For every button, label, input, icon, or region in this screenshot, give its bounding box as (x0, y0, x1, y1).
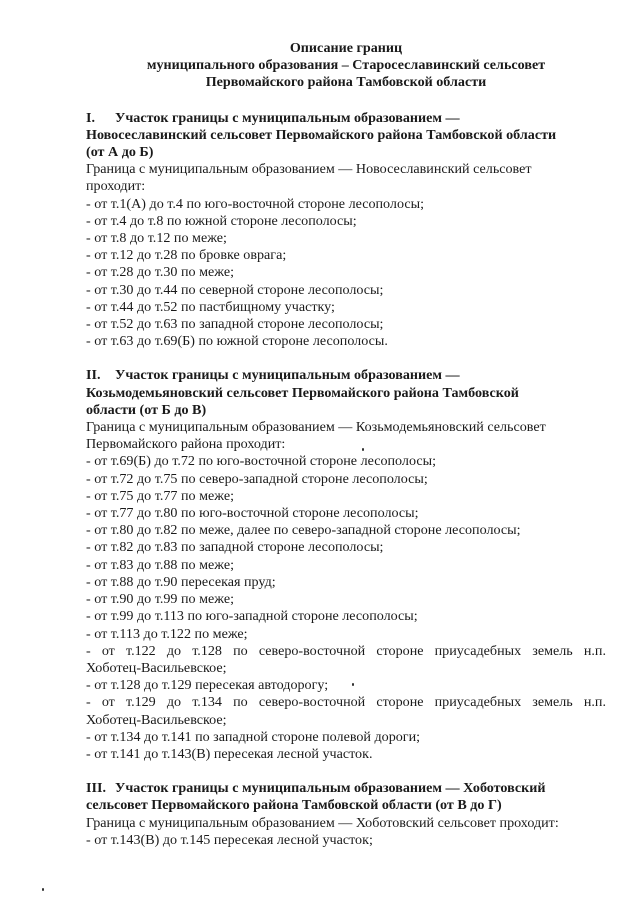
scan-speck (42, 888, 44, 891)
list-item: - от т.128 до т.129 пересекая автодорогу; (86, 677, 329, 694)
list-item: - от т.52 до т.63 по западной стороне лесополосы; (86, 316, 384, 333)
section-1-intro-line: Граница с муниципальным образованием — Новосеславинский сельсовет (86, 161, 532, 178)
list-item: - от т.75 до т.77 по меже; (86, 487, 234, 504)
list-item: Хоботец-Васильевское; (86, 659, 227, 676)
list-item: - от т.90 до т.99 по меже; (86, 591, 234, 608)
list-item: - от т.80 до т.82 по меже, далее по северо-западной стороне лесополосы; (86, 522, 521, 539)
list-item: - от т.4 до т.8 по южной стороне лесополосы; (86, 212, 357, 229)
section-3-heading-line: сельсовет Первомайского района Тамбовской области (от В до Г) (86, 797, 502, 814)
title-line-2: муниципального образования – Старосеславинский сельсовет (146, 57, 546, 74)
list-item: - от т.82 до т.83 по западной стороне лесополосы; (86, 539, 384, 556)
scan-speck (352, 683, 354, 686)
list-item: - от т.88 до т.90 пересекая пруд; (86, 573, 276, 590)
list-item: - от т.129 до т.134 по северо-восточной стороне приусадебных земель н.п. (86, 694, 606, 711)
section-2-heading-line: II. Участок границы с муниципальным образованием — (86, 367, 460, 384)
section-3-heading (86, 780, 606, 814)
list-item: - от т.30 до т.44 по северной стороне лесополосы; (86, 281, 384, 298)
list-item: - от т.99 до т.113 по юго-западной стороне лесополосы; (86, 608, 418, 625)
section-1 (86, 110, 606, 351)
list-item: - от т.72 до т.75 по северо-западной стороне лесополосы; (86, 470, 428, 487)
list-item: - от т.1(А) до т.4 по юго-восточной стороне лесополосы; (86, 195, 424, 212)
section-2 (86, 367, 606, 763)
section-3-number: III. (86, 780, 106, 797)
document-page (86, 40, 606, 849)
section-1-intro-line: проходит: (86, 178, 146, 195)
section-1-number: I. (86, 109, 96, 126)
section-1-heading-line: (от А до Б) (86, 144, 154, 161)
list-item: - от т.77 до т.80 по юго-восточной стороне лесополосы; (86, 505, 419, 522)
section-1-heading-line: I. Участок границы с муниципальным образованием — (86, 109, 460, 126)
list-item: - от т.122 до т.128 по северо-восточной стороне приусадебных земель н.п. (86, 642, 606, 659)
list-item: - от т.113 до т.122 по меже; (86, 625, 248, 642)
section-2-number: II. (86, 367, 101, 384)
list-item: Хоботец-Васильевское; (86, 711, 227, 728)
section-2-heading-line: области (от Б до В) (86, 401, 207, 418)
section-1-heading-line: Новосеславинский сельсовет Первомайского района Тамбовской области (86, 126, 557, 143)
list-item: - от т.8 до т.12 по меже; (86, 230, 227, 247)
list-item: - от т.83 до т.88 по меже; (86, 556, 234, 573)
list-item: - от т.134 до т.141 по западной стороне полевой дороги; (86, 728, 421, 745)
list-item: - от т.12 до т.28 по бровке оврага; (86, 247, 287, 264)
title-line-1: Описание границ (289, 40, 403, 56)
scan-speck (362, 448, 364, 451)
section-2-intro-line: Первомайского района проходит: (86, 436, 286, 453)
list-item: - от т.141 до т.143(В) пересекая лесной участок. (86, 745, 373, 762)
list-item: - от т.63 до т.69(Б) по южной стороне лесополосы. (86, 333, 388, 350)
section-3 (86, 780, 606, 849)
section-2-heading-line: Козьмодемьяновский сельсовет Первомайского района Тамбовской (86, 384, 519, 401)
list-item: - от т.69(Б) до т.72 по юго-восточной стороне лесополосы; (86, 453, 436, 470)
section-2-heading (86, 367, 606, 419)
list-item: - от т.143(В) до т.145 пересекая лесной участок; (86, 831, 373, 848)
section-3-heading-line: III. Участок границы с муниципальным образованием — Хоботовский (86, 780, 546, 797)
section-3-intro-line: Граница с муниципальным образованием — Хоботовский сельсовет проходит: (86, 814, 559, 831)
section-2-intro-line: Граница с муниципальным образованием — Козьмодемьяновский сельсовет (86, 419, 546, 436)
list-item: - от т.28 до т.30 по меже; (86, 264, 234, 281)
title-line-3: Первомайского района Тамбовской области (205, 74, 487, 91)
document-title (86, 40, 606, 92)
list-item: - от т.44 до т.52 по пастбищному участку; (86, 298, 335, 315)
section-1-heading (86, 110, 606, 162)
